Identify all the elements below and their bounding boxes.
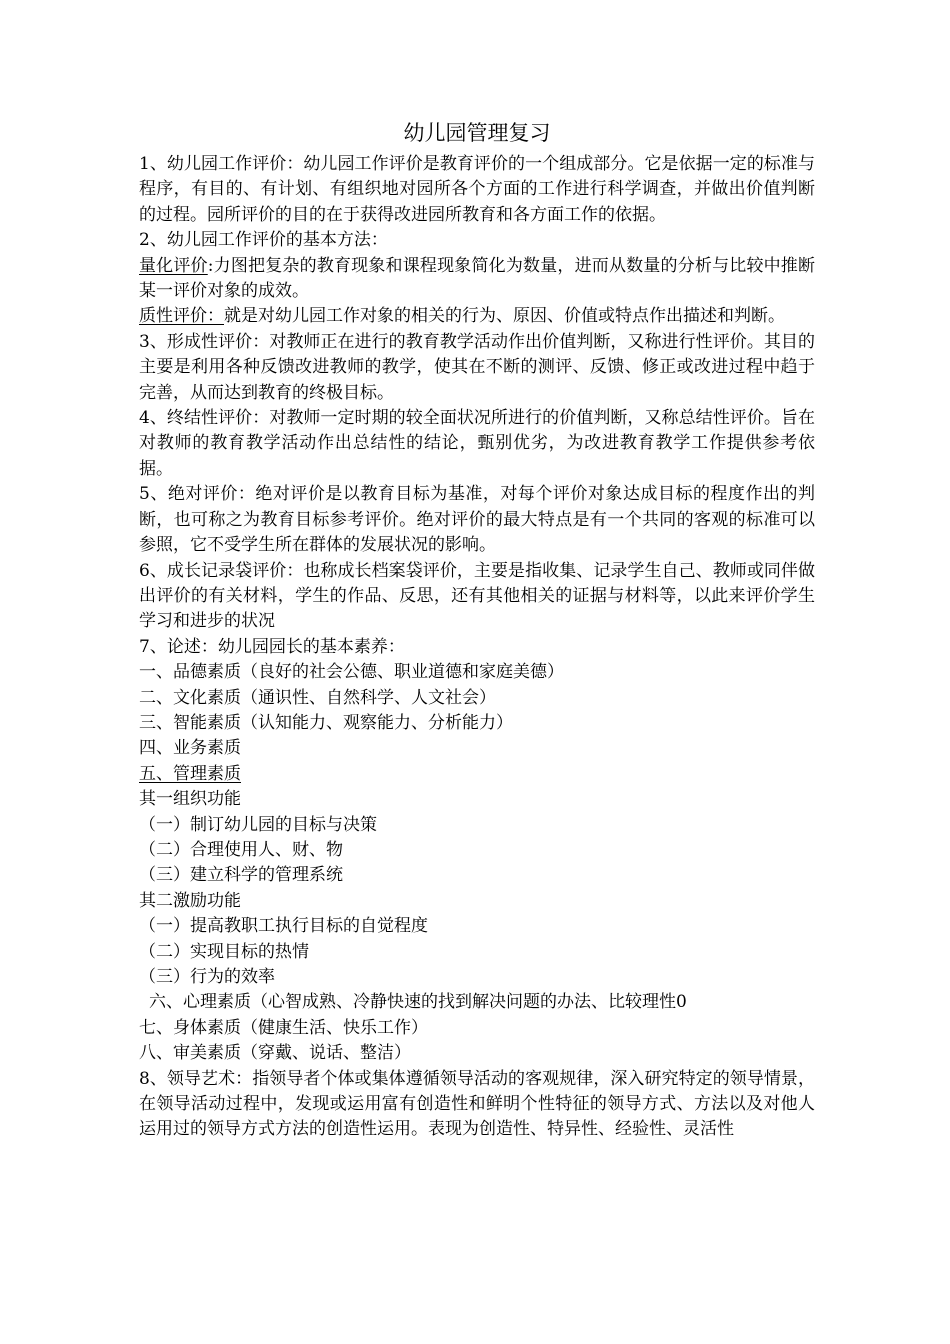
section-7-director-qualities: 7、论述：幼儿园园长的基本素养：: [139, 636, 405, 657]
list-item: 其一组织功能: [139, 789, 241, 810]
list-item: （三）建立科学的管理系统: [139, 865, 343, 886]
section-4-summative-evaluation: 4、终结性评价：对教师一定时期的较全面状况所进行的价值判断，又称总结性评价。旨在对教师的教育教学活动作出总结性的结论，甄别优劣，为改进教育教学工作提供参考依据。: [139, 408, 815, 479]
list-item: [139, 762, 815, 787]
list-item: 二、文化素质（通识性、自然科学、人文社会）: [139, 687, 496, 708]
qualitative-evaluation-text: 就是对幼儿园工作对象的相关的行为、原因、价值或特点作出描述和判断。: [224, 306, 785, 327]
list-item: （二）合理使用人、财、物: [139, 839, 343, 860]
qualitative-evaluation-label: 质性评价：: [139, 306, 224, 327]
document-page: [139, 118, 815, 1143]
list-item: 六、心理素质（心智成熟、冷静快速的找到解决问题的办法、比较理性0: [149, 992, 687, 1013]
section-6-portfolio-evaluation: 6、成长记录袋评价：也称成长档案袋评价，主要是指收集、记录学生自己、教师或同伴做出评价的有关材料，学生的作品、反思，还有其他相关的证据与材料等，以此来评价学生学习和进步的状况: [139, 560, 815, 632]
list-item: （三）行为的效率: [139, 967, 275, 987]
section-1-work-evaluation: 1、幼儿园工作评价：幼儿园工作评价是教育评价的一个组成部分。它是依据一定的标准与程序，有目的、有计划、有组织地对园所各个方面的工作进行科学调查，并做出价值判断的过程。园所评价的目的在于获得改进园所教育和各方面工作的依据。: [139, 154, 815, 225]
list-item: 一、品德素质（良好的社会公德、职业道德和家庭美德）: [139, 662, 564, 683]
qualitative-evaluation: [139, 304, 815, 329]
quantitative-evaluation: [139, 254, 815, 305]
list-item: （一）提高教职工执行目标的自觉程度: [139, 916, 428, 937]
list-item: （二）实现目标的热情: [139, 941, 309, 962]
list-item: 七、身体素质（健康生活、快乐工作）: [139, 1017, 428, 1038]
document-title: 幼儿园管理复习: [403, 121, 551, 145]
list-item: （一）制订幼儿园的目标与决策: [139, 814, 377, 835]
quantitative-evaluation-text: :力图把复杂的教育现象和课程现象简化为数量，进而从数量的分析与比较中推断某一评价对象的成效。: [139, 255, 815, 302]
section-5-absolute-evaluation: 5、绝对评价：绝对评价是以教育目标为基准，对每个评价对象达成目标的程度作出的判断，也可称之为教育目标参考评价。绝对评价的最大特点是有一个共同的客观的标准可以参照，它不受学生所在群体的发展状况的影响。: [139, 484, 815, 556]
management-quality-label: 五、管理素质: [139, 763, 241, 784]
section-8-leadership-art: 8、领导艺术：指领导者个体或集体遵循领导活动的客观规律，深入研究特定的领导情景，在领导活动过程中，发现或运用富有创造性和鲜明个性特征的领导方式、方法以及对他人运用过的领导方式方法的创造性运用。表现为创造性、特异性、经验性、灵活性: [139, 1068, 815, 1140]
list-item: 四、业务素质: [139, 738, 241, 759]
list-item: 三、智能素质（认知能力、观察能力、分析能力）: [139, 712, 513, 733]
list-item: 八、审美素质（穿戴、说话、整洁）: [139, 1043, 411, 1064]
list-item: 其二激励功能: [139, 890, 241, 911]
quantitative-evaluation-label: 量化评价: [139, 255, 208, 276]
section-3-formative-evaluation: 3、形成性评价：对教师正在进行的教育教学活动作出价值判断，又称进行性评价。其目的主要是利用各种反馈改进教师的教学，使其在不断的测评、反馈、修正或改进过程中趋于完善，从而达到教育的终极目标。: [139, 331, 815, 403]
section-2-basic-methods: 2、幼儿园工作评价的基本方法：: [139, 230, 388, 251]
